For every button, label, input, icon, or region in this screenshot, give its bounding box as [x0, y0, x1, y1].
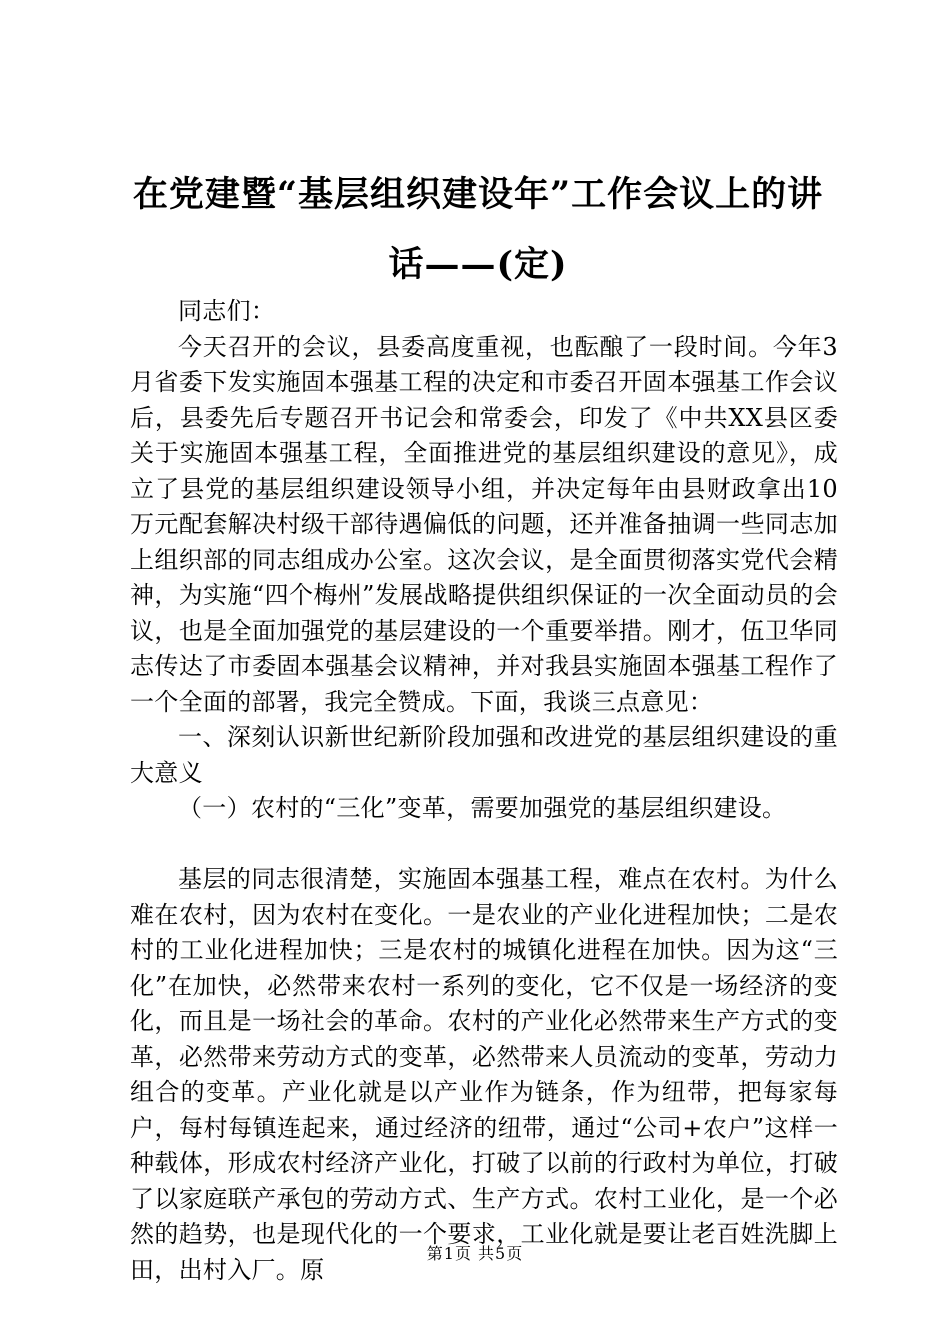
paragraph-opening: 今天召开的会议，县委高度重视，也酝酿了一段时间。今年3月省委下发实施固本强基工程的决定和市委召开固本强基工作会议后，县委先后专题召开书记会和常委会，印发了《中共XX县区委关于实施固本强基工程，全面推进党的基层组织建设的意见》，成立了县党的基层组织建设领导小组，并决定每年由县财政拿出10万元配套解决村级干部待遇偏低的问题，还并准备抽调一些同志加上组织部的同志组成办公室。这次会议，是全面贯彻落实党代会精神，为实施“四个梅州”发展战略提供组织保证的一次全面动员的会议，也是全面加强党的基层建设的一个重要举措。刚才，伍卫华同志传达了市委固本强基会议精神，并对我县实施固本强基工程作了一个全面的部署，我完全赞成。下面，我谈三点意见： [130, 332, 838, 716]
blank-line [130, 827, 838, 863]
document-title: 在党建暨“基层组织建设年”工作会议上的讲话——(定) [132, 174, 824, 285]
section-heading-1: 一、深刻认识新世纪新阶段加强和改进党的基层组织建设的重大意义 [130, 723, 838, 787]
document-body [130, 294, 838, 1288]
page-footer: 第1页 共5页 [426, 1244, 524, 1263]
subsection-heading-1: （一）农村的“三化”变革，需要加强党的基层组织建设。 [178, 794, 787, 822]
paragraph-rural-changes: 基层的同志很清楚，实施固本强基工程，难点在农村。为什么难在农村，因为农村在变化。一是农业的产业化进程加快；二是农村的工业化进程加快；三是农村的城镇化进程在加快。因为这“三化”在加快，必然带来农村一系列的变化，它不仅是一场经济的变化，而且是一场社会的革命。农村的产业化必然带来生产方式的变革，必然带来劳动方式的变革，必然带来人员流动的变革，劳动力组合的变革。产业化就是以产业作为链条，作为纽带，把每家每户，每村每镇连起来，通过经济的纽带，通过“公司+农户”这样一种载体，形成农村经济产业化，打破了以前的行政村为单位，打破了以家庭联产承包的劳动方式、生产方式。农村工业化，是一个必然的趋势，也是现代化的一个要求，工业化就是要让老百姓洗脚上田，出村入厂。原 [130, 865, 838, 1284]
salutation: 同志们： [178, 297, 276, 325]
